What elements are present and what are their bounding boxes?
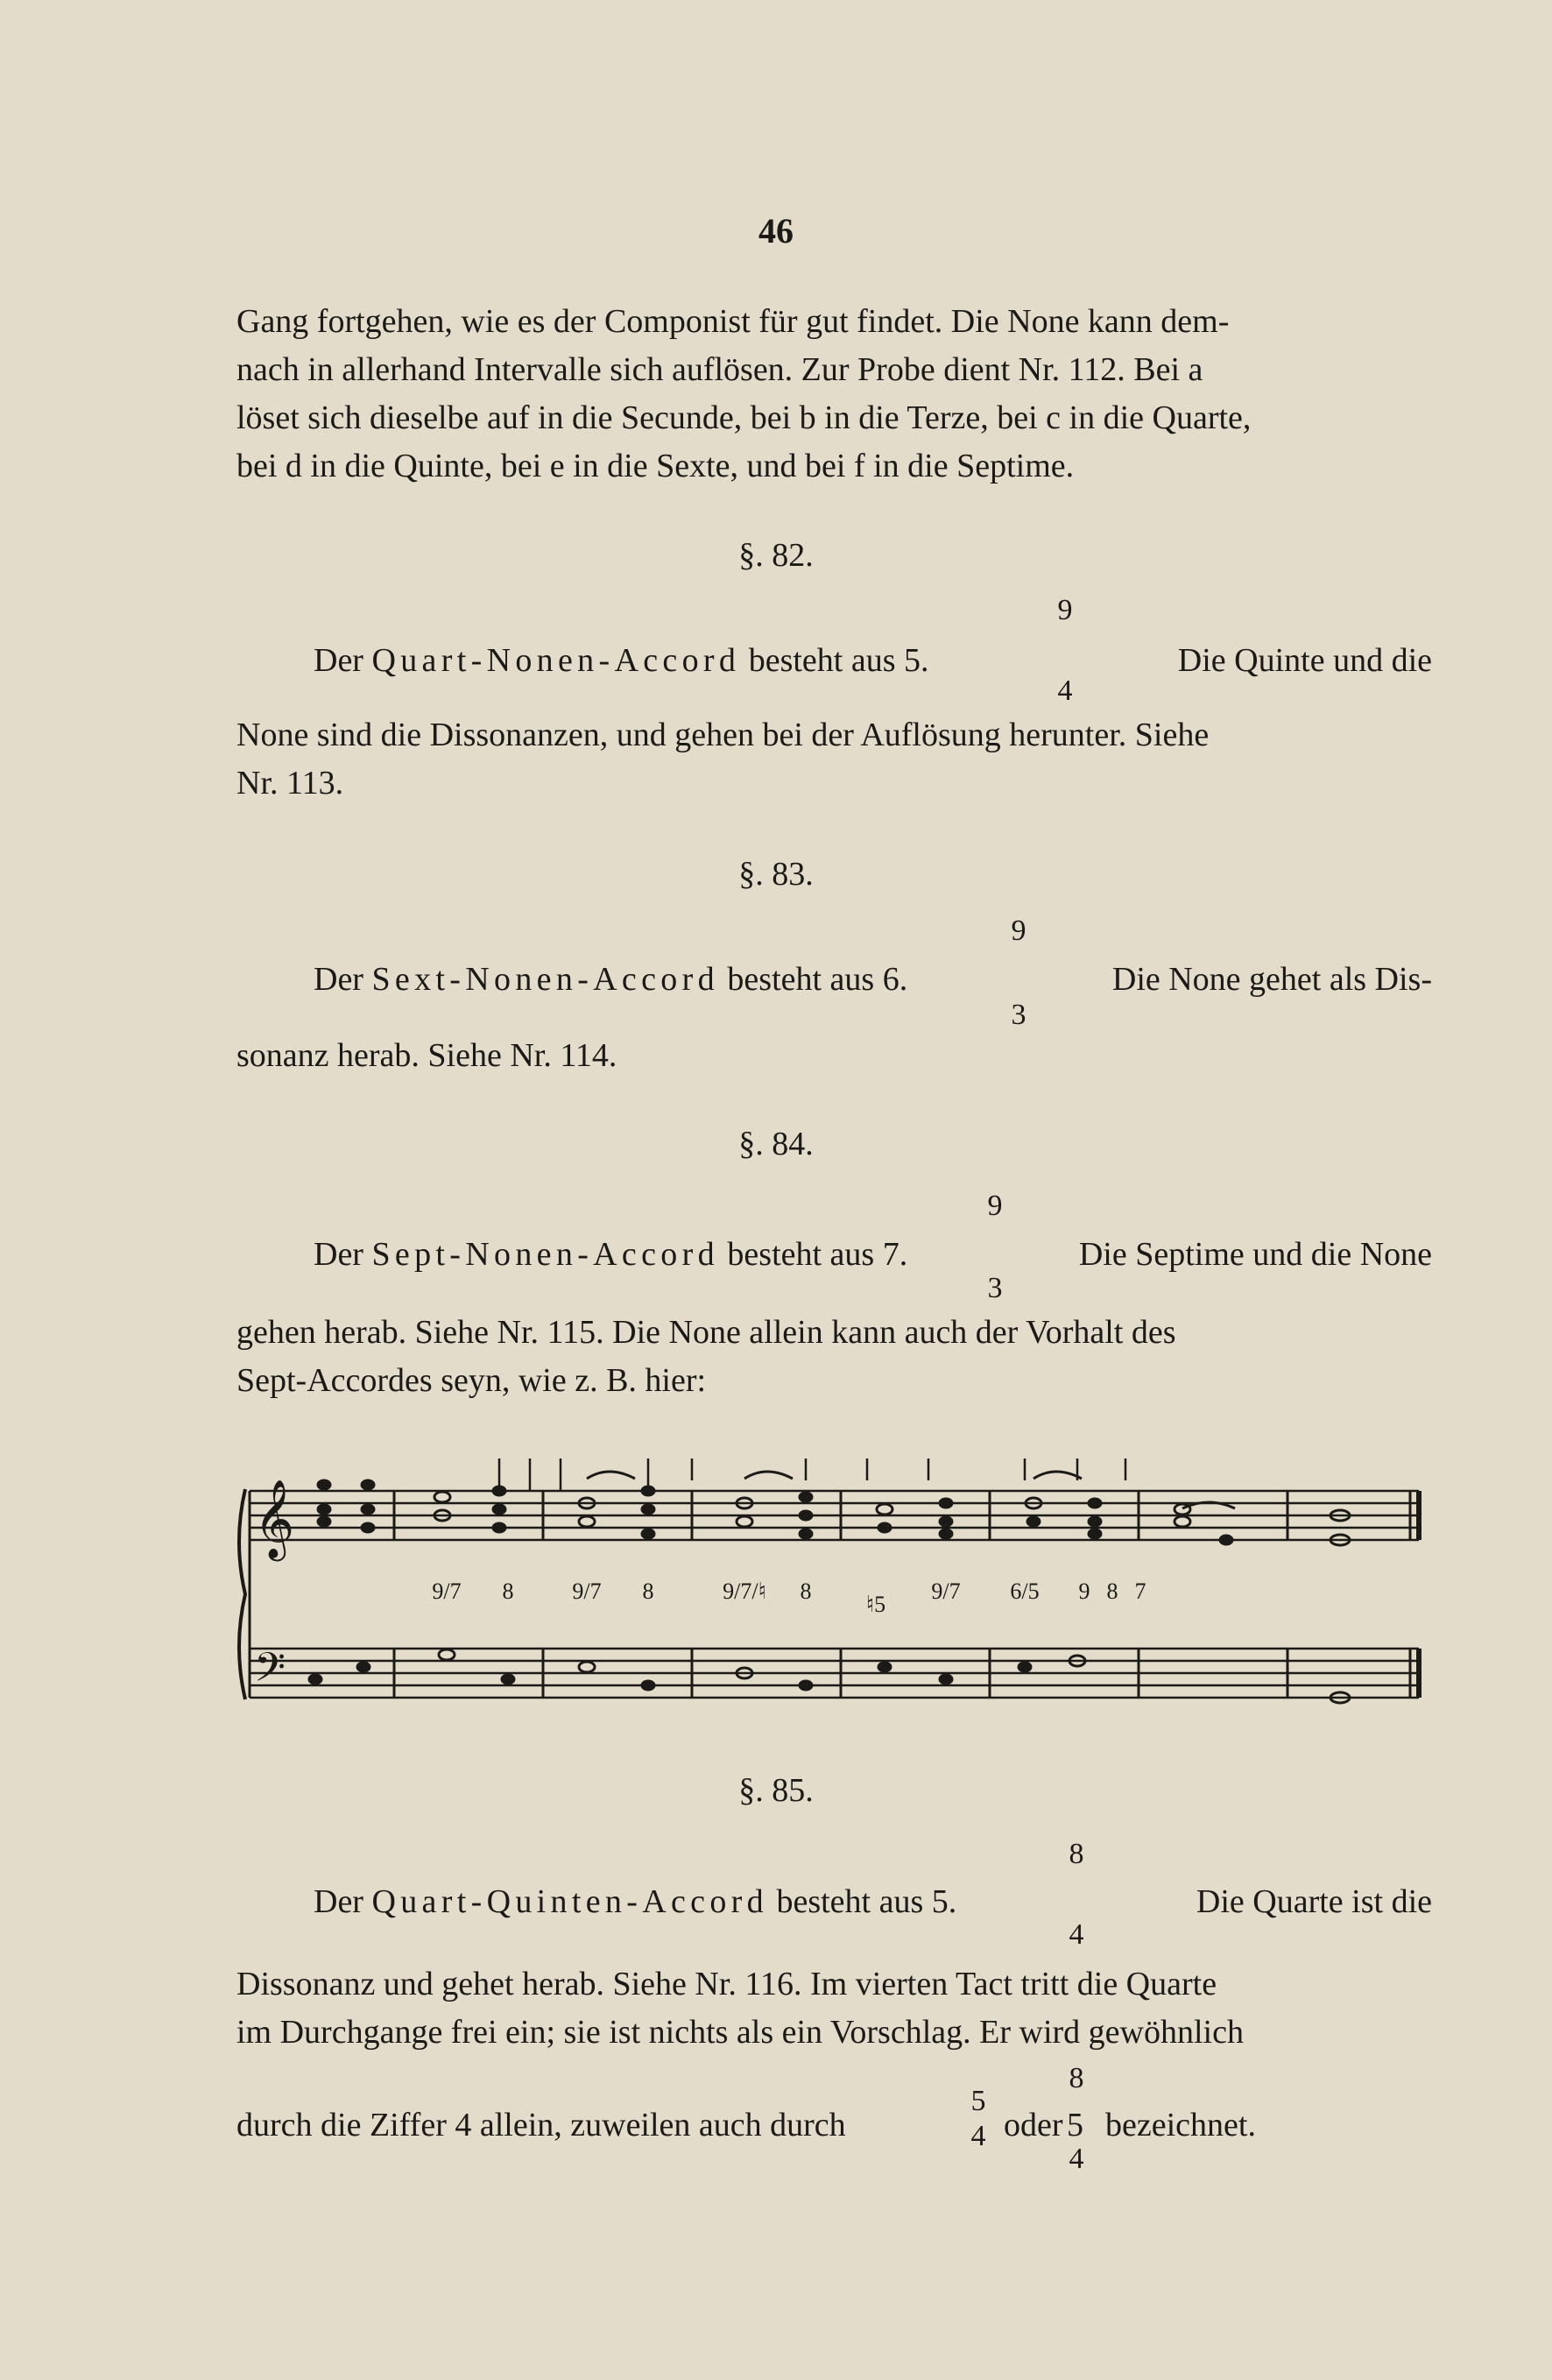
prefix: Der bbox=[314, 642, 363, 679]
section-heading-83: §. 83. bbox=[738, 856, 814, 893]
definition-row-83 bbox=[236, 955, 1432, 1004]
accord-term: Quart-Nonen-Accord bbox=[371, 642, 741, 679]
figure: 9 bbox=[1078, 1578, 1090, 1604]
text-line: None sind die Dissonanzen, und gehen bei der Auflösung herunter. Siehe bbox=[236, 717, 1210, 753]
text-part: durch die Ziffer 4 allein, zuweilen auch durch bbox=[236, 2107, 846, 2143]
page-number: 46 bbox=[758, 211, 794, 251]
text-line: löset sich dieselbe auf in die Secunde, bei b in die Terze, bei c in die Quarte, bbox=[236, 399, 1252, 436]
verb: besteht aus bbox=[727, 961, 875, 998]
text-line: Nr. 113. bbox=[236, 765, 344, 802]
treble-clef-icon: 𝄞 bbox=[254, 1480, 295, 1558]
definition-rest: Die Septime und die None bbox=[1078, 1236, 1432, 1273]
figure-top: 9 bbox=[1057, 594, 1073, 626]
definition-rest: Die Quinte und die bbox=[1177, 642, 1432, 679]
definition-rest: Die Quarte ist die bbox=[1196, 1883, 1432, 1920]
figure: 7 bbox=[1134, 1578, 1146, 1604]
prefix: Der bbox=[314, 1883, 363, 1920]
or-word: oder bbox=[1004, 2107, 1063, 2143]
definition-rest: Die None gehet als Dis- bbox=[1111, 961, 1432, 998]
prefix: Der bbox=[314, 1236, 363, 1273]
figure: ♮5 bbox=[865, 1592, 886, 1617]
figured-bass bbox=[432, 1578, 1146, 1617]
paragraph-83 bbox=[236, 1032, 1432, 1080]
figure-top: 8 bbox=[1069, 1838, 1084, 1870]
text-line: sonanz herab. Siehe Nr. 114. bbox=[236, 1037, 617, 1074]
definition-row-82 bbox=[236, 636, 1432, 685]
figure: 8 bbox=[1106, 1578, 1118, 1604]
figure-top: 9 bbox=[1011, 915, 1026, 947]
figure-bottom: 3 bbox=[1011, 999, 1026, 1031]
verb: besteht aus bbox=[748, 642, 896, 679]
figure-bottom: 4 bbox=[1069, 2143, 1084, 2175]
brace-icon bbox=[239, 1489, 245, 1699]
text-part: bezeichnet. bbox=[1105, 2107, 1256, 2143]
text-line: Dissonanz und gehet herab. Siehe Nr. 116. Im vierten Tact tritt die Quarte bbox=[236, 1966, 1217, 2002]
figure-top: 9 bbox=[987, 1190, 1003, 1222]
figure: 8 bbox=[642, 1578, 654, 1604]
text-line: Gang fortgehen, wie es der Componist für gut findet. Die None kann dem- bbox=[236, 303, 1230, 340]
paragraph-85 bbox=[236, 1960, 1432, 2057]
figure-bottom: 4 bbox=[1069, 1918, 1084, 1951]
definition-row-85 bbox=[236, 1877, 1432, 1926]
accord-term: Sept-Nonen-Accord bbox=[371, 1236, 719, 1273]
accord-term: Sext-Nonen-Accord bbox=[371, 961, 719, 998]
fraction-top: 5 bbox=[970, 2085, 986, 2117]
prefix: Der bbox=[314, 961, 363, 998]
paragraph-84 bbox=[236, 1309, 1432, 1405]
text-line: gehen herab. Siehe Nr. 115. Die None allein kann auch der Vorhalt des bbox=[236, 1314, 1176, 1351]
figure: 6/5 bbox=[1010, 1578, 1040, 1604]
figure-bottom: 3 bbox=[987, 1272, 1003, 1304]
figure-bottom: 4 bbox=[1057, 674, 1073, 707]
section-heading-84: §. 84. bbox=[738, 1126, 814, 1162]
text-line: Sept-Accordes seyn, wie z. B. hier: bbox=[236, 1362, 707, 1399]
fraction-bottom: 4 bbox=[970, 2120, 986, 2152]
figure: 9/7 bbox=[572, 1578, 602, 1604]
text-line: nach in allerhand Intervalle sich auflösen. Zur Probe dient Nr. 112. Bei a bbox=[236, 351, 1203, 388]
last-line bbox=[236, 2101, 846, 2150]
figure: 9/7 bbox=[432, 1578, 462, 1604]
bass-staff bbox=[250, 1649, 1419, 1698]
definition-row-84 bbox=[236, 1230, 1432, 1279]
figure-mid: 5 bbox=[1067, 2107, 1083, 2143]
figure-mid: 6. bbox=[882, 961, 908, 998]
treble-staff bbox=[250, 1491, 1419, 1540]
bass-clef-icon: 𝄢 bbox=[254, 1644, 286, 1701]
section-heading-82: §. 82. bbox=[738, 537, 814, 574]
musical-example bbox=[236, 1454, 1432, 1726]
verb: besteht aus bbox=[727, 1236, 875, 1273]
figure-mid: 7. bbox=[882, 1236, 908, 1273]
paragraph-82 bbox=[236, 711, 1432, 808]
notes bbox=[308, 1480, 1350, 1703]
figure: 9/7/♮ bbox=[723, 1578, 766, 1604]
barlines bbox=[250, 1491, 1419, 1698]
verb: besteht aus bbox=[776, 1883, 924, 1920]
accord-term: Quart-Quinten-Accord bbox=[371, 1883, 768, 1920]
figure-mid: 5. bbox=[931, 1883, 957, 1920]
section-heading-85: §. 85. bbox=[738, 1772, 814, 1809]
text-line: im Durchgange frei ein; sie ist nichts als ein Vorschlag. Er wird gewöhnlich bbox=[236, 2014, 1244, 2051]
figure: 8 bbox=[502, 1578, 514, 1604]
figure: 8 bbox=[800, 1578, 812, 1604]
text-line: bei d in die Quinte, bei e in die Sexte, und bei f in die Septime. bbox=[236, 448, 1075, 484]
intro-paragraph bbox=[236, 298, 1432, 491]
figure-mid: 5. bbox=[904, 642, 929, 679]
figure-top: 8 bbox=[1069, 2062, 1084, 2094]
figure: 9/7 bbox=[931, 1578, 961, 1604]
